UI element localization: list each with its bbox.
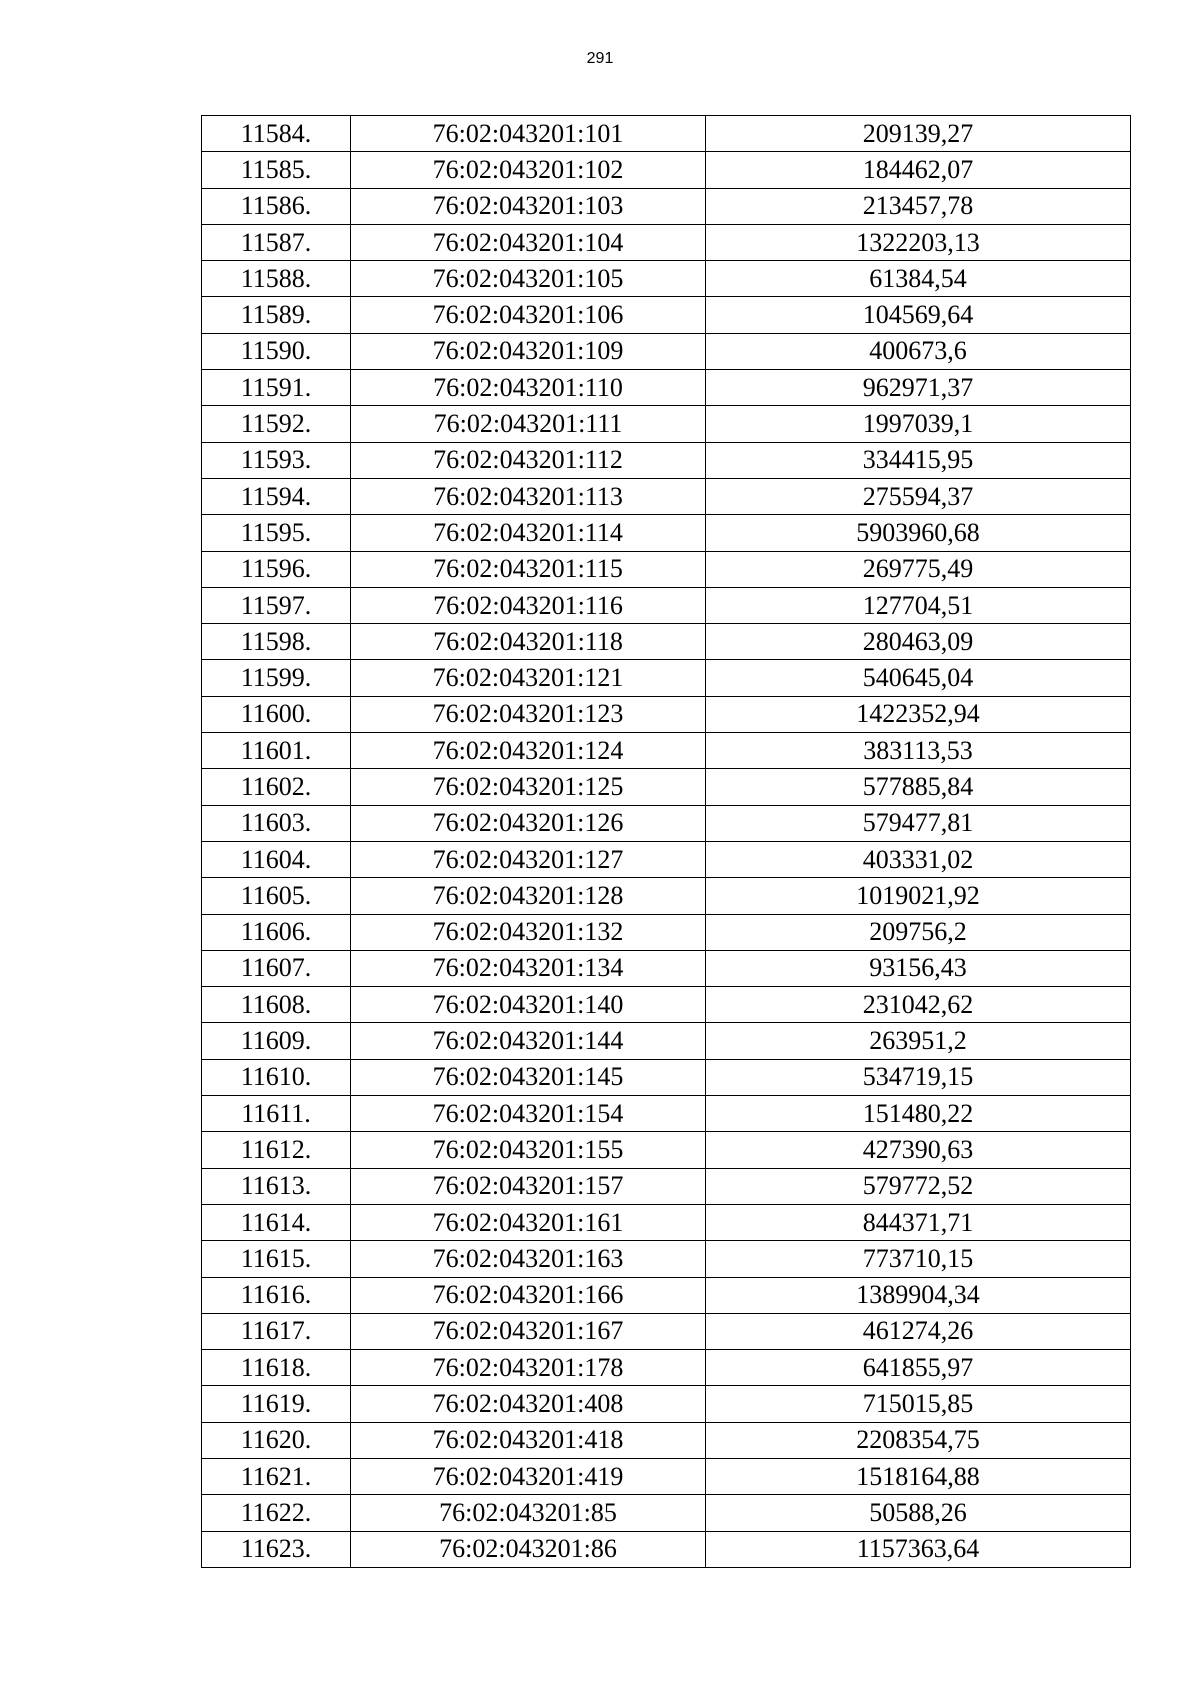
cadastral-number-cell: 76:02:043201:110 (351, 370, 706, 406)
cadastral-value-cell: 93156,43 (706, 950, 1131, 986)
cadastral-number-cell: 76:02:043201:134 (351, 950, 706, 986)
table-row (202, 733, 1131, 769)
row-number-cell: 11607. (202, 950, 351, 986)
cadastral-value-cell: 184462,07 (706, 152, 1131, 188)
table-row (202, 370, 1131, 406)
table-row (202, 152, 1131, 188)
row-number-cell: 11623. (202, 1531, 351, 1567)
cadastral-value-cell: 844371,71 (706, 1204, 1131, 1240)
cadastral-number-cell: 76:02:043201:155 (351, 1132, 706, 1168)
table-row (202, 261, 1131, 297)
cadastral-value-cell: 400673,6 (706, 333, 1131, 369)
table-row (202, 188, 1131, 224)
row-number-cell: 11613. (202, 1168, 351, 1204)
row-number-cell: 11611. (202, 1096, 351, 1132)
cadastral-number-cell: 76:02:043201:85 (351, 1495, 706, 1531)
cadastral-number-cell: 76:02:043201:154 (351, 1096, 706, 1132)
cadastral-value-cell: 962971,37 (706, 370, 1131, 406)
row-number-cell: 11585. (202, 152, 351, 188)
cadastral-number-cell: 76:02:043201:101 (351, 116, 706, 152)
row-number-cell: 11622. (202, 1495, 351, 1531)
row-number-cell: 11605. (202, 878, 351, 914)
cadastral-value-cell: 461274,26 (706, 1313, 1131, 1349)
cadastral-number-cell: 76:02:043201:418 (351, 1422, 706, 1458)
row-number-cell: 11598. (202, 624, 351, 660)
table-row (202, 878, 1131, 914)
cadastral-value-cell: 1518164,88 (706, 1458, 1131, 1494)
cadastral-number-cell: 76:02:043201:126 (351, 805, 706, 841)
table-row (202, 1241, 1131, 1277)
row-number-cell: 11596. (202, 551, 351, 587)
row-number-cell: 11592. (202, 406, 351, 442)
table-row (202, 1422, 1131, 1458)
cadastral-number-cell: 76:02:043201:111 (351, 406, 706, 442)
cadastral-number-cell: 76:02:043201:161 (351, 1204, 706, 1240)
cadastral-value-cell: 209756,2 (706, 914, 1131, 950)
table-row (202, 987, 1131, 1023)
row-number-cell: 11587. (202, 224, 351, 260)
row-number-cell: 11618. (202, 1350, 351, 1386)
table-row (202, 551, 1131, 587)
table-row (202, 1495, 1131, 1531)
cadastral-value-cell: 577885,84 (706, 769, 1131, 805)
table-row (202, 442, 1131, 478)
row-number-cell: 11615. (202, 1241, 351, 1277)
row-number-cell: 11604. (202, 841, 351, 877)
cadastral-number-cell: 76:02:043201:166 (351, 1277, 706, 1313)
row-number-cell: 11594. (202, 478, 351, 514)
table-row (202, 1313, 1131, 1349)
table-row (202, 515, 1131, 551)
cadastral-number-cell: 76:02:043201:112 (351, 442, 706, 478)
table-row (202, 1132, 1131, 1168)
row-number-cell: 11612. (202, 1132, 351, 1168)
cadastral-number-cell: 76:02:043201:104 (351, 224, 706, 260)
cadastral-value-cell: 213457,78 (706, 188, 1131, 224)
cadastral-value-cell: 1389904,34 (706, 1277, 1131, 1313)
cadastral-number-cell: 76:02:043201:118 (351, 624, 706, 660)
cadastral-number-cell: 76:02:043201:105 (351, 261, 706, 297)
row-number-cell: 11601. (202, 733, 351, 769)
cadastral-value-cell: 403331,02 (706, 841, 1131, 877)
row-number-cell: 11589. (202, 297, 351, 333)
row-number-cell: 11602. (202, 769, 351, 805)
row-number-cell: 11620. (202, 1422, 351, 1458)
table-body (202, 116, 1131, 1568)
cadastral-value-cell: 1422352,94 (706, 696, 1131, 732)
row-number-cell: 11606. (202, 914, 351, 950)
table-row (202, 1096, 1131, 1132)
row-number-cell: 11590. (202, 333, 351, 369)
row-number-cell: 11599. (202, 660, 351, 696)
table-row (202, 297, 1131, 333)
cadastral-value-cell: 540645,04 (706, 660, 1131, 696)
table-row (202, 1531, 1131, 1567)
cadastral-value-cell: 383113,53 (706, 733, 1131, 769)
cadastral-number-cell: 76:02:043201:116 (351, 587, 706, 623)
table-row (202, 587, 1131, 623)
cadastral-value-cell: 773710,15 (706, 1241, 1131, 1277)
cadastral-value-cell: 269775,49 (706, 551, 1131, 587)
row-number-cell: 11619. (202, 1386, 351, 1422)
table-row (202, 333, 1131, 369)
cadastral-value-cell: 427390,63 (706, 1132, 1131, 1168)
cadastral-number-cell: 76:02:043201:132 (351, 914, 706, 950)
row-number-cell: 11609. (202, 1023, 351, 1059)
row-number-cell: 11610. (202, 1059, 351, 1095)
cadastral-value-cell: 275594,37 (706, 478, 1131, 514)
cadastral-number-cell: 76:02:043201:163 (351, 1241, 706, 1277)
table-row (202, 1277, 1131, 1313)
table-row (202, 1458, 1131, 1494)
cadastral-number-cell: 76:02:043201:408 (351, 1386, 706, 1422)
cadastral-number-cell: 76:02:043201:103 (351, 188, 706, 224)
cadastral-value-cell: 280463,09 (706, 624, 1131, 660)
cadastral-value-cell: 1997039,1 (706, 406, 1131, 442)
cadastral-number-cell: 76:02:043201:102 (351, 152, 706, 188)
cadastral-value-cell: 61384,54 (706, 261, 1131, 297)
cadastral-number-cell: 76:02:043201:121 (351, 660, 706, 696)
row-number-cell: 11608. (202, 987, 351, 1023)
cadastral-value-cell: 263951,2 (706, 1023, 1131, 1059)
table-row (202, 841, 1131, 877)
cadastral-value-cell: 334415,95 (706, 442, 1131, 478)
cadastral-number-cell: 76:02:043201:86 (351, 1531, 706, 1567)
cadastral-number-cell: 76:02:043201:109 (351, 333, 706, 369)
cadastral-number-cell: 76:02:043201:144 (351, 1023, 706, 1059)
cadastral-value-cell: 534719,15 (706, 1059, 1131, 1095)
cadastral-value-cell: 151480,22 (706, 1096, 1131, 1132)
page-number: 291 (586, 50, 614, 67)
table-row (202, 914, 1131, 950)
cadastral-number-cell: 76:02:043201:125 (351, 769, 706, 805)
row-number-cell: 11584. (202, 116, 351, 152)
table-row (202, 660, 1131, 696)
table-row (202, 116, 1131, 152)
cadastral-value-cell: 1157363,64 (706, 1531, 1131, 1567)
cadastral-value-cell: 715015,85 (706, 1386, 1131, 1422)
table-row (202, 624, 1131, 660)
row-number-cell: 11597. (202, 587, 351, 623)
cadastral-value-cell: 2208354,75 (706, 1422, 1131, 1458)
cadastral-number-cell: 76:02:043201:167 (351, 1313, 706, 1349)
row-number-cell: 11617. (202, 1313, 351, 1349)
cadastral-value-cell: 641855,97 (706, 1350, 1131, 1386)
table-row (202, 950, 1131, 986)
cadastral-value-cell: 579477,81 (706, 805, 1131, 841)
table-row (202, 1168, 1131, 1204)
table-row (202, 478, 1131, 514)
cadastral-value-cell: 1322203,13 (706, 224, 1131, 260)
cadastral-value-cell: 579772,52 (706, 1168, 1131, 1204)
row-number-cell: 11616. (202, 1277, 351, 1313)
row-number-cell: 11614. (202, 1204, 351, 1240)
cadastral-value-table (201, 115, 1131, 1568)
table-row (202, 1204, 1131, 1240)
row-number-cell: 11603. (202, 805, 351, 841)
cadastral-value-cell: 104569,64 (706, 297, 1131, 333)
row-number-cell: 11593. (202, 442, 351, 478)
cadastral-value-cell: 209139,27 (706, 116, 1131, 152)
table-row (202, 1350, 1131, 1386)
row-number-cell: 11591. (202, 370, 351, 406)
cadastral-number-cell: 76:02:043201:114 (351, 515, 706, 551)
cadastral-value-cell: 1019021,92 (706, 878, 1131, 914)
cadastral-number-cell: 76:02:043201:145 (351, 1059, 706, 1095)
table-row (202, 224, 1131, 260)
cadastral-number-cell: 76:02:043201:106 (351, 297, 706, 333)
cadastral-number-cell: 76:02:043201:115 (351, 551, 706, 587)
row-number-cell: 11588. (202, 261, 351, 297)
cadastral-number-cell: 76:02:043201:123 (351, 696, 706, 732)
row-number-cell: 11595. (202, 515, 351, 551)
cadastral-number-cell: 76:02:043201:157 (351, 1168, 706, 1204)
cadastral-number-cell: 76:02:043201:127 (351, 841, 706, 877)
cadastral-value-cell: 50588,26 (706, 1495, 1131, 1531)
cadastral-value-cell: 5903960,68 (706, 515, 1131, 551)
cadastral-number-cell: 76:02:043201:128 (351, 878, 706, 914)
table-row (202, 1023, 1131, 1059)
row-number-cell: 11600. (202, 696, 351, 732)
table-row (202, 769, 1131, 805)
cadastral-value-cell: 231042,62 (706, 987, 1131, 1023)
cadastral-number-cell: 76:02:043201:178 (351, 1350, 706, 1386)
row-number-cell: 11621. (202, 1458, 351, 1494)
row-number-cell: 11586. (202, 188, 351, 224)
cadastral-number-cell: 76:02:043201:140 (351, 987, 706, 1023)
table-row (202, 1059, 1131, 1095)
table-row (202, 1386, 1131, 1422)
cadastral-number-cell: 76:02:043201:124 (351, 733, 706, 769)
cadastral-number-cell: 76:02:043201:419 (351, 1458, 706, 1494)
cadastral-number-cell: 76:02:043201:113 (351, 478, 706, 514)
cadastral-value-cell: 127704,51 (706, 587, 1131, 623)
table-row (202, 406, 1131, 442)
table-row (202, 696, 1131, 732)
table-row (202, 805, 1131, 841)
